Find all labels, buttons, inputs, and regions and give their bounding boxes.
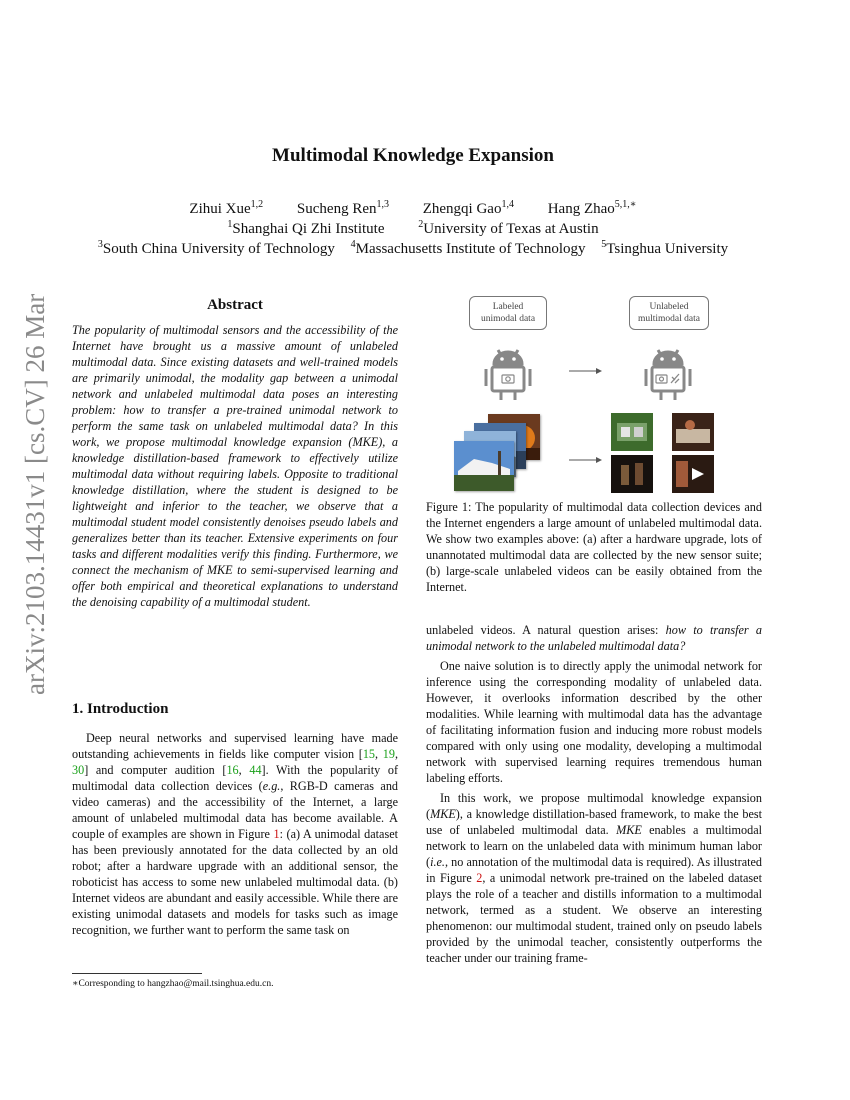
figure-1 (440, 290, 766, 495)
arrow-right-icon (568, 366, 604, 376)
intro-paragraph (72, 730, 398, 938)
author-name: Hang Zhao (547, 201, 615, 217)
affiliation-row (0, 219, 826, 239)
body-text: , a unimodal network pre-trained on the labeled dataset plays the role of a teacher and distills information to a multimodal network, termed as a student. We observe an interesting phenomenon: our multimodal student, trained only on pseudo labels provided by the unimodal teacher, consistently outperforms the teacher under our training frame- (426, 871, 762, 965)
body-text: MKE (430, 807, 456, 821)
camera-icon (656, 375, 667, 383)
arxiv-stamp-text: arXiv:2103.14431v1 [cs.CV] 26 Mar 2021 (20, 290, 50, 695)
body-text: unlabeled videos. A natural question arises: (426, 623, 666, 637)
body-text: In this work, we propose multimodal knowledge expansion ( (426, 791, 762, 821)
body-text: ), a knowledge distillation-based framework, to make the best use of unlabeled multimodal data. (426, 807, 762, 837)
affiliation: Tsinghua University (606, 241, 729, 257)
camera-icon (502, 375, 514, 383)
unlabeled-multimodal-box (629, 296, 709, 330)
author-sup: 5,1,∗ (614, 199, 637, 210)
affiliation-sup: 1 (227, 219, 233, 230)
box-label: multimodal data (637, 314, 700, 324)
intro-text: ]. With the popularity of multimodal data collection devices ( (72, 763, 399, 793)
right-column (426, 622, 762, 970)
body-text: how to transfer a unimodal network to the unlabeled multimodal data? (426, 623, 762, 653)
figure-ref-link[interactable]: 2 (476, 871, 483, 885)
sensor-icon (671, 374, 679, 383)
paper-title: Multimodal Knowledge Expansion (272, 145, 554, 166)
robot-icon (478, 344, 538, 404)
intro-text: , RGB-D cameras and video cameras) and the accessibility of the Internet, a large amount of unlabeled multimodal data has become available. A couple of examples are shown in Figure (72, 779, 399, 841)
intro-text: , (238, 763, 250, 777)
author-block (0, 199, 826, 259)
arrow-right-icon (568, 455, 604, 465)
video-thumbnail[interactable] (611, 455, 653, 493)
intro-text: : (a) A unimodal dataset has been previously annotated for the data collected by an old robot; after a hardware upgrade with an additional sensor, the roboticist has access to some new unlabeled multimodal data. (b) Internet videos are abundant and easily accessible. While there are existing unimodal datasets and models for tasks such as image recognition, we further want to perform the same task on (72, 827, 398, 937)
intro-heading: 1. Introduction (72, 701, 169, 717)
intro-text: , (394, 747, 398, 761)
affiliation: South China University of Technology (102, 241, 335, 257)
box-label: Labeled (492, 302, 524, 312)
figure-caption: Figure 1: The popularity of multimodal data collection devices and the Internet engenders a large amount of unlabeled multimodal data. We show two examples above: (a) after a hardware upgrade, lots of unannotated multimodal data are collected by the new sensor suite; (b) large-scale unlabeled videos can be easily obtained from the Internet. (426, 500, 762, 594)
intro-text: Deep neural networks and supervised learning have made outstanding achievements in fields like computer vision [ (72, 731, 398, 761)
citation-link[interactable]: 16 (226, 763, 239, 777)
affiliation: Shanghai Qi Zhi Institute (232, 221, 385, 237)
citation-link[interactable]: 44 (249, 763, 262, 777)
footnote: ∗Corresponding to hangzhao@mail.tsinghua.edu.cn. (72, 979, 274, 989)
affiliation: Massachusetts Institute of Technology (355, 241, 586, 257)
photo-stack-image (454, 441, 514, 491)
citation-link[interactable]: 30 (72, 763, 85, 777)
footnote-rule (72, 973, 202, 974)
citation-link[interactable]: 19 (382, 747, 395, 761)
labeled-unimodal-box (469, 296, 547, 330)
citation-link[interactable]: 15 (362, 747, 376, 761)
abstract-text: The popularity of multimodal sensors and the accessibility of the Internet have brought us a massive amount of unlabeled multimodal data. Since existing datasets and well-trained models are primarily unimodal, the modality gap between a unimodal network and unlabeled multimodal data poses an interesting problem: how to transfer a pre-trained unimodal network to perform the same task on unlabeled multimodal data? In this work, we propose multimodal knowledge expansion (MKE), a knowledge distillation-based framework to effectively utilize multimodal data without requiring labels. Opposite to traditional knowledge distillation, where the student is designed to be lightweight and inferior to the teacher, we observe that a multimodal student model consistently denoises pseudo labels and generalizes better than its teacher. Extensive experiments on four tasks and different modalities verify this finding. Furthermore, we connect the mechanism of MKE to semi-supervised learning and offer both empirical and theoretical explanations to understand the denoising capability of a multimodal student. (72, 323, 398, 609)
box-label: unimodal data (480, 314, 536, 324)
affiliation-sup: 2 (418, 219, 424, 230)
affiliation-sup: 5 (601, 239, 607, 250)
upgraded-robot-icon (638, 344, 698, 404)
figure-ref-link[interactable]: 1 (273, 827, 280, 841)
author-sup: 1,4 (501, 199, 514, 210)
video-thumbnail[interactable] (672, 455, 714, 493)
author-name: Zhengqi Gao (422, 201, 502, 217)
body-text: enables a multimodal network to learn on the unlabeled data with minimum human labor ( (426, 823, 762, 869)
box-label: Unlabeled (649, 302, 689, 312)
intro-text: e.g. (262, 779, 281, 793)
body-paragraph: One naive solution is to directly apply the unimodal network for inference using the corresponding modality of unlabeled data. However, it overlooks information described by the other modalities. While learning with multimodal data has the advantage of facilitating information fusion and inducing more robust models compared with only using one modality, developing a multimodal network with supervised learning requires tremendous human labeling efforts. (426, 659, 762, 785)
intro-text: ] and computer audition [ (84, 763, 227, 777)
affiliation-sup: 4 (350, 239, 356, 250)
arxiv-stamp (10, 290, 58, 700)
intro-text: , (375, 747, 383, 761)
abstract-heading: Abstract (207, 297, 263, 313)
author-row (0, 199, 826, 219)
affiliation: University of Texas at Austin (423, 221, 599, 237)
body-text: MKE (616, 823, 642, 837)
body-text: , no annotation of the multimodal data is required). As illustrated in Figure (426, 855, 762, 885)
video-thumbnail[interactable] (611, 413, 653, 451)
body-text: i.e. (430, 855, 445, 869)
video-thumbnail[interactable] (672, 413, 714, 451)
affiliation-row (0, 239, 826, 259)
author-name: Zihui Xue (189, 201, 251, 217)
author-name: Sucheng Ren (296, 201, 377, 217)
author-sup: 1,3 (376, 199, 389, 210)
author-sup: 1,2 (250, 199, 264, 210)
affiliation-sup: 3 (97, 239, 103, 250)
